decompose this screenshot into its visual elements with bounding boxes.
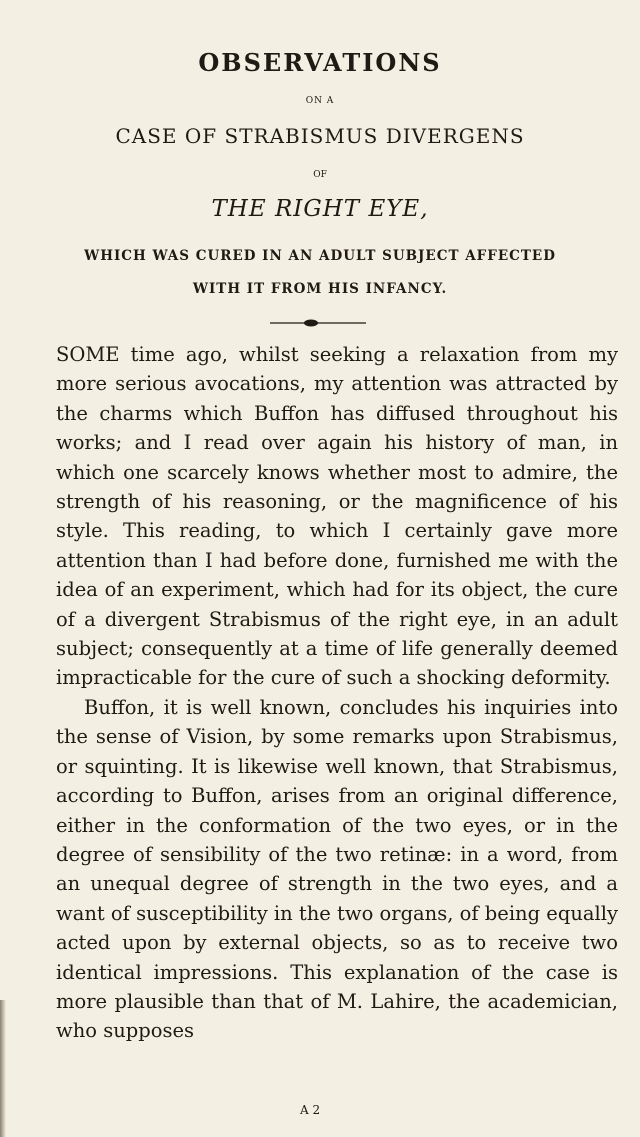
- body-text: [56, 340, 618, 1046]
- paragraph-2: Buffon, it is well known, concludes his inquiries into the sense of Vision, by some remarks upon Strabismus, or squinting. It is likewise well known, that Strabismus, according to Buffon, arises from an original difference, either in the conformation of the two eyes, or in the degree of sensibility of the two retinæ: in a word, from an unequal degree of strength in the two eyes, and a want of susceptibility in the two organs, of being equally acted upon by external objects, so as to receive two identical impressions. This explanation of the case is more plausible than that of M. Lahire, the academician, who supposes: [56, 695, 618, 1043]
- heading-case-line: CASE OF STRABISMUS DIVERGENS: [115, 124, 525, 148]
- page-title: OBSERVATIONS: [198, 48, 442, 77]
- ornamental-divider: [266, 318, 370, 328]
- heading-subtitle-line-2: WITH IT FROM HIS INFANCY.: [192, 281, 448, 297]
- heading-eye-line: THE RIGHT EYE,: [211, 196, 429, 222]
- heading-of: OF: [313, 170, 327, 180]
- heading-subtitle-line-1: WHICH WAS CURED IN AN ADULT SUBJECT AFFECTED: [84, 248, 556, 264]
- paragraph-1: SOME time ago, whilst seeking a relaxation from my more serious avocations, my attention was attracted by the charms which Buffon has diffused throughout his works; and I read over again his history of man, in which one scarcely knows whether most to admire, the strength of his reasoning, or the magnificence of his style. This reading, to which I certainly gave more attention than I had before done, furnished me with the idea of an experiment, which had for its object, the cure of a divergent Strabismus of the right eye, in an adult subject; consequently at a time of life generally deemed impracticable for the cure of such a shocking deformity.: [56, 343, 618, 690]
- heading-on-a: ON A: [305, 96, 335, 106]
- binding-shadow: [0, 1000, 6, 1137]
- printer-signature-mark: A 2: [300, 1103, 321, 1117]
